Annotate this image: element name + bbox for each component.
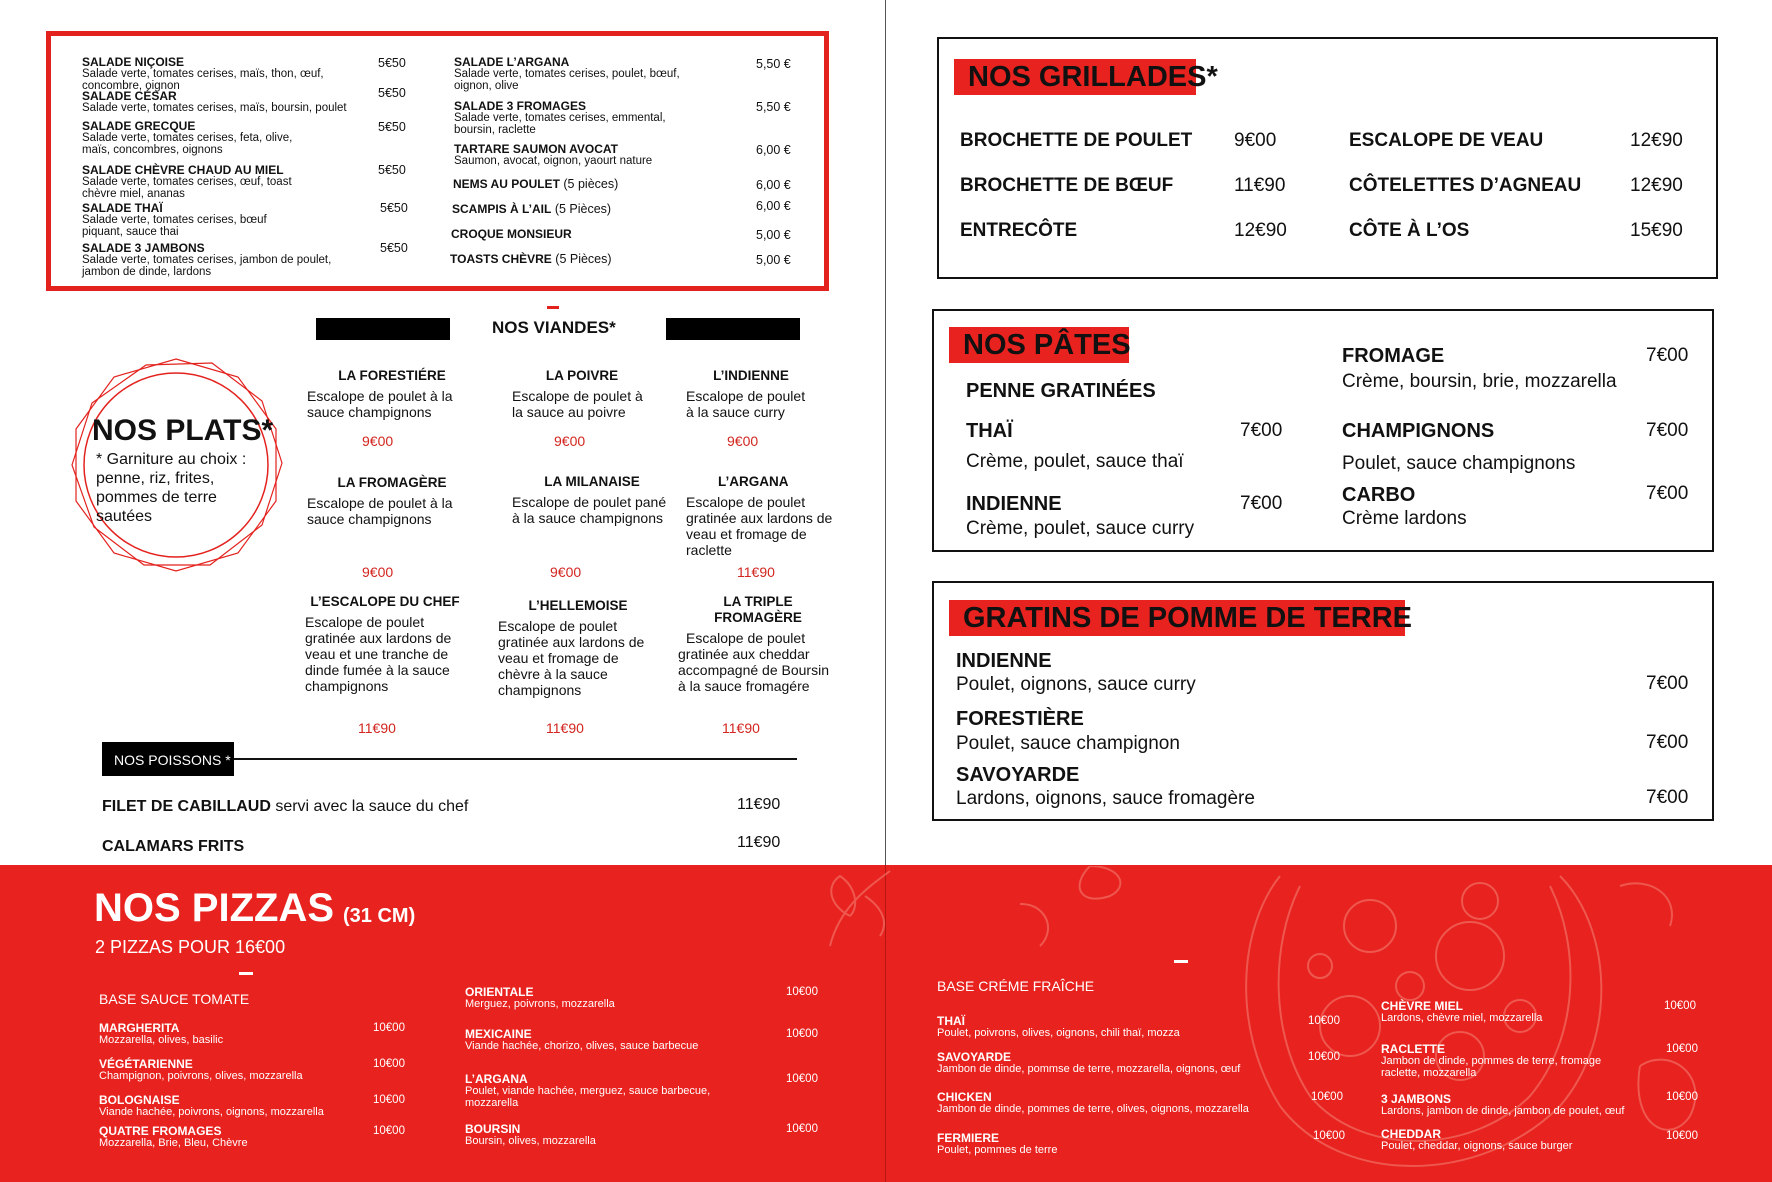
pizza-item xyxy=(99,1094,379,1118)
pizza-price: 10€00 xyxy=(373,1058,405,1070)
viande-item xyxy=(307,475,477,527)
gratin-price: 7€00 xyxy=(1646,787,1689,808)
pizza-price: 10€00 xyxy=(373,1125,405,1137)
pizza-item xyxy=(937,1091,1317,1115)
salade-price: 6,00 € xyxy=(756,178,791,192)
viande-item xyxy=(498,598,658,698)
pizza-price: 10€00 xyxy=(1664,1000,1696,1012)
salade-item xyxy=(454,100,694,136)
pizza-name: CHÈVRE MIEL xyxy=(1381,999,1464,1013)
pate-desc: Crème, poulet, sauce curry xyxy=(966,518,1195,539)
salade-name: SALADE GRECQUE xyxy=(82,119,196,133)
pizza-price: 10€00 xyxy=(1313,1130,1345,1142)
grillade-name: ENTRECÔTE xyxy=(960,220,1078,241)
viande-price: 11€90 xyxy=(722,720,760,736)
salade-name: SALADE L’ARGANA xyxy=(454,55,570,69)
salade-item xyxy=(82,120,302,156)
pizza-desc: Viande hachée, chorizo, olives, sauce barbecue xyxy=(465,1040,699,1052)
pizza-name: VÉGÉTARIENNE xyxy=(99,1057,193,1071)
salade-item xyxy=(82,202,282,238)
viande-price: 11€90 xyxy=(737,564,775,580)
pizza-desc: Poulet, cheddar, oignons, sauce burger xyxy=(1381,1140,1573,1152)
pizza-desc: Mozzarella, Brie, Bleu, Chèvre xyxy=(99,1137,248,1149)
pate-price: 7€00 xyxy=(1240,420,1283,441)
salade-item xyxy=(450,253,710,265)
salade-item xyxy=(453,178,713,190)
pizza-desc: Jambon de dinde, pommes de terre, olives, oignons, mozzarella xyxy=(937,1103,1249,1115)
viande-price: 9€00 xyxy=(362,564,394,580)
pizza-price: 10€00 xyxy=(1308,1015,1340,1027)
pizza-name: CHICKEN xyxy=(937,1090,992,1104)
salade-item xyxy=(82,242,372,278)
pizza-desc: Viande hachée, poivrons, oignons, mozzarella xyxy=(99,1106,324,1118)
pizza-item xyxy=(465,1073,765,1109)
gratin-name: SAVOYARDE xyxy=(956,764,1080,786)
viande-name: L’HELLEMOISE xyxy=(528,598,628,613)
salade-desc: Salade verte, tomates cerises, feta, olive, maïs, concombres, oignons xyxy=(82,132,293,156)
salade-item xyxy=(82,164,302,200)
pizza-price: 10€00 xyxy=(373,1022,405,1034)
pate-price: 7€00 xyxy=(1646,345,1689,366)
viande-name: LA FORESTIÉRE xyxy=(338,368,446,383)
salade-desc: Salade verte, tomates cerises, poulet, bœuf, oignon, olive xyxy=(454,68,680,92)
salade-price: 5€50 xyxy=(378,120,406,134)
pizza-desc: Merguez, poivrons, mozzarella xyxy=(465,998,615,1010)
viande-price: 9€00 xyxy=(727,433,759,449)
viande-desc: Escalope de poulet à la sauce au poivre xyxy=(512,388,643,420)
viandes-title: NOS VIANDES* xyxy=(492,318,616,337)
pizza-name: 3 JAMBONS xyxy=(1381,1092,1452,1106)
pizza-name: BOLOGNAISE xyxy=(99,1093,180,1107)
pizza-name: ORIENTALE xyxy=(465,985,534,999)
pizza-price: 10€00 xyxy=(1666,1091,1698,1103)
poissons-rule xyxy=(234,758,797,760)
pizza-name: RACLETTE xyxy=(1381,1042,1445,1056)
viande-price: 11€90 xyxy=(358,720,396,736)
viande-item xyxy=(307,368,477,420)
pizzas-tomate-title: BASE SAUCE TOMATE xyxy=(99,991,250,1007)
gratin-price: 7€00 xyxy=(1646,673,1689,694)
gratin-desc: Lardons, oignons, sauce fromagère xyxy=(956,788,1255,809)
salade-item xyxy=(451,228,711,241)
pate-name: INDIENNE xyxy=(966,493,1062,515)
salade-name: SALADE CHÈVRE CHAUD AU MIEL xyxy=(82,163,284,177)
viande-item xyxy=(678,594,838,694)
pizza-name: L’ARGANA xyxy=(465,1072,528,1086)
pizza-name: BOURSIN xyxy=(465,1122,521,1136)
salade-desc: Salade verte, tomates cerises, jambon de poulet, jambon de dinde, lardons xyxy=(82,254,332,278)
pizza-item xyxy=(465,1123,735,1147)
poisson-price: 11€90 xyxy=(737,796,781,813)
grillade-name: ESCALOPE DE VEAU xyxy=(1349,130,1544,151)
pizza-desc: Poulet, poivrons, olives, oignons, chili thaï, mozza xyxy=(937,1027,1180,1039)
pizza-price: 10€00 xyxy=(1666,1130,1698,1142)
poisson-price: 11€90 xyxy=(737,834,781,851)
pizza-price: 10€00 xyxy=(1666,1043,1698,1055)
pate-desc: Crème, poulet, sauce thaï xyxy=(966,451,1184,472)
salade-desc: Salade verte, tomates cerises, emmental, boursin, raclette xyxy=(454,112,666,136)
salade-price: 5,50 € xyxy=(756,100,791,114)
salade-item xyxy=(454,143,714,167)
pate-price: 7€00 xyxy=(1240,493,1283,514)
pate-price: 7€00 xyxy=(1646,420,1689,441)
pizza-item xyxy=(1381,1000,1661,1024)
salade-name: TARTARE SAUMON AVOCAT xyxy=(454,142,618,156)
pizzas-accent-left xyxy=(239,972,253,975)
viande-name: L’INDIENNE xyxy=(713,368,789,383)
gratins-title: GRATINS DE POMME DE TERRE xyxy=(949,600,1405,636)
salade-price: 5€50 xyxy=(378,86,406,100)
viande-item xyxy=(305,594,465,694)
pizza-item xyxy=(99,1022,379,1046)
pizza-price: 10€00 xyxy=(786,1123,818,1135)
pizza-name: THAÏ xyxy=(937,1014,965,1028)
viande-desc: Escalope de poulet à la sauce champignons xyxy=(307,495,453,527)
pizza-item xyxy=(1381,1093,1681,1117)
pate-name: THAÏ xyxy=(966,420,1013,442)
pizza-desc: Champignon, poivrons, olives, mozzarella xyxy=(99,1070,303,1082)
pizza-name: MEXICAINE xyxy=(465,1027,532,1041)
poissons-title: NOS POISSONS * xyxy=(114,752,231,768)
salade-price: 5,50 € xyxy=(756,57,791,71)
viande-item xyxy=(512,474,672,526)
pizzas-accent-right xyxy=(1174,960,1188,963)
pizzas-offer: 2 PIZZAS POUR 16€00 xyxy=(95,937,286,957)
salade-extra: (5 Pièces) xyxy=(554,202,612,216)
pate-name: CHAMPIGNONS xyxy=(1342,420,1495,442)
viande-desc: Escalope de poulet pané à la sauce champignons xyxy=(512,494,667,526)
salade-name: SCAMPIS À L’AIL xyxy=(452,202,552,216)
viande-item xyxy=(512,368,652,420)
salade-price: 5€50 xyxy=(380,201,408,215)
pate-desc: Crème, boursin, brie, mozzarella xyxy=(1342,371,1617,392)
grillade-name: CÔTE À L’OS xyxy=(1349,220,1470,241)
plats-note: * Garniture au choix : penne, riz, frites, pommes de terre sautées xyxy=(96,451,247,525)
salade-extra: (5 pièces) xyxy=(563,177,619,191)
gratin-price: 7€00 xyxy=(1646,732,1689,753)
grillade-price: 12€90 xyxy=(1630,175,1683,196)
pate-name: FROMAGE xyxy=(1342,345,1445,367)
grillade-price: 15€90 xyxy=(1630,220,1683,241)
pizza-name: QUATRE FROMAGES xyxy=(99,1124,222,1138)
pizza-name: CHEDDAR xyxy=(1381,1127,1441,1141)
salade-item xyxy=(82,56,382,92)
viande-desc: Escalope de poulet gratinée aux cheddar accompagné de Boursin à la sauce fromagére xyxy=(678,630,829,694)
viande-desc: Escalope de poulet gratinée aux lardons de veau et fromage de raclette xyxy=(686,494,833,558)
poisson-item xyxy=(102,798,468,816)
viande-desc: Escalope de poulet à la sauce curry xyxy=(686,388,806,420)
poisson-desc: servi avec la sauce du chef xyxy=(275,798,469,815)
salade-item xyxy=(454,56,694,92)
pizza-price: 10€00 xyxy=(373,1094,405,1106)
gratin-desc: Poulet, oignons, sauce curry xyxy=(956,674,1196,695)
salade-price: 5,00 € xyxy=(756,253,791,267)
viande-name: L’ESCALOPE DU CHEF xyxy=(310,594,460,609)
salade-price: 6,00 € xyxy=(756,199,791,213)
salade-price: 5€50 xyxy=(378,56,406,70)
viande-name: LA POIVRE xyxy=(545,368,619,383)
viande-desc: Escalope de poulet à la sauce champignons xyxy=(307,388,453,420)
viande-name: LA TRIPLE FROMAGÈRE xyxy=(714,594,802,625)
pizza-price: 10€00 xyxy=(786,1028,818,1040)
pizza-price: 10€00 xyxy=(1308,1051,1340,1063)
viande-desc: Escalope de poulet gratinée aux lardons de veau et une tranche de dinde fumée à la sauce champignons xyxy=(305,614,452,694)
basil-leaf-illustration xyxy=(820,866,900,956)
viande-name: LA MILANAISE xyxy=(544,474,640,489)
salade-name: SALADE CÉSAR xyxy=(82,89,177,103)
pizza-desc: Boursin, olives, mozzarella xyxy=(465,1135,596,1147)
salade-desc: Salade verte, tomates cerises, maïs, boursin, poulet xyxy=(82,102,347,114)
gratin-name: FORESTIÈRE xyxy=(956,708,1084,730)
salade-name: SALADE THAÏ xyxy=(82,201,163,215)
pizza-item xyxy=(1381,1043,1641,1079)
viande-item xyxy=(686,474,846,558)
pizza-item xyxy=(99,1058,379,1082)
plats-title: NOS PLATS* xyxy=(92,414,274,447)
pizza-item xyxy=(937,1051,1317,1075)
pizza-desc: Jambon de dinde, pommse de terre, mozzarella, oignons, œuf xyxy=(937,1063,1241,1075)
pate-desc: Crème lardons xyxy=(1342,508,1467,529)
pizza-desc: Lardons, chèvre miel, mozzarella xyxy=(1381,1012,1543,1024)
salade-price: 5€50 xyxy=(378,163,406,177)
salade-name: CROQUE MONSIEUR xyxy=(451,227,572,241)
gratin-name: INDIENNE xyxy=(956,650,1052,672)
pate-name: CARBO xyxy=(1342,484,1416,506)
salade-desc: Salade verte, tomates cerises, maïs, thon, œuf, concombre, oignon xyxy=(82,68,324,92)
salade-price: 5,00 € xyxy=(756,228,791,242)
pizza-price: 10€00 xyxy=(786,1073,818,1085)
viandes-accent xyxy=(547,306,559,309)
pizza-price: 10€00 xyxy=(1311,1091,1343,1103)
salade-price: 6,00 € xyxy=(756,143,791,157)
viande-item xyxy=(686,368,816,420)
pates-title: NOS PÂTES xyxy=(949,327,1129,363)
pates-intro: PENNE GRATINÉES xyxy=(966,380,1156,402)
pizza-item xyxy=(937,1015,1317,1039)
pate-desc: Poulet, sauce champignons xyxy=(1342,453,1576,474)
grillade-name: CÔTELETTES D’AGNEAU xyxy=(1349,175,1582,196)
pizza-item xyxy=(99,1125,379,1149)
pizza-item xyxy=(465,986,735,1010)
pizza-name: SAVOYARDE xyxy=(937,1050,1012,1064)
viande-price: 9€00 xyxy=(550,564,582,580)
pizza-desc: Mozzarella, olives, basilic xyxy=(99,1034,224,1046)
salade-price: 5€50 xyxy=(380,241,408,255)
viande-desc: Escalope de poulet gratinée aux lardons de veau et fromage de chèvre à la sauce champignons xyxy=(498,618,645,698)
poisson-name: CALAMARS FRITS xyxy=(102,838,245,855)
pizzas-size: (31 CM) xyxy=(343,905,416,927)
pizza-desc: Poulet, pommes de terre xyxy=(937,1144,1058,1156)
grillade-name: BROCHETTE DE BŒUF xyxy=(960,175,1174,196)
salade-name: TOASTS CHÈVRE xyxy=(450,252,552,266)
pizza-desc: Poulet, viande hachée, merguez, sauce barbecue, mozzarella xyxy=(465,1085,711,1109)
salade-name: SALADE 3 JAMBONS xyxy=(82,241,205,255)
salade-extra: (5 Pièces) xyxy=(555,252,612,266)
pizza-desc: Lardons, jambon de dinde, jambon de poulet, œuf xyxy=(1381,1105,1625,1117)
pizza-name: MARGHERITA xyxy=(99,1021,180,1035)
viande-name: L’ARGANA xyxy=(718,474,789,489)
grillade-price: 12€90 xyxy=(1630,130,1683,151)
pizza-item xyxy=(465,1028,735,1052)
salade-desc: Salade verte, tomates cerises, bœuf piquant, sauce thai xyxy=(82,214,267,238)
gratin-desc: Poulet, sauce champignon xyxy=(956,733,1180,754)
salade-name: NEMS AU POULET xyxy=(453,177,560,191)
grillades-title: NOS GRILLADES* xyxy=(954,59,1196,95)
viande-price: 9€00 xyxy=(362,433,394,449)
viandes-bar-right xyxy=(666,318,800,340)
salade-name: SALADE 3 FROMAGES xyxy=(454,99,587,113)
grillade-price: 11€90 xyxy=(1234,175,1286,196)
pizza-price: 10€00 xyxy=(786,986,818,998)
poisson-name: FILET DE CABILLAUD xyxy=(102,798,271,815)
salade-name: SALADE NIÇOISE xyxy=(82,55,185,69)
grillade-price: 12€90 xyxy=(1234,220,1287,241)
salade-desc: Saumon, avocat, oignon, yaourt nature xyxy=(454,155,653,167)
viande-name: LA FROMAGÈRE xyxy=(337,475,447,490)
salade-desc: Salade verte, tomates cerises, œuf, toast chèvre miel, ananas xyxy=(82,176,292,200)
viandes-bar-left xyxy=(316,318,450,340)
grillade-name: BROCHETTE DE POULET xyxy=(960,130,1193,151)
grillade-price: 9€00 xyxy=(1234,130,1277,151)
pizzas-title: NOS PIZZAS xyxy=(94,886,335,930)
salade-item xyxy=(82,90,382,114)
salade-item xyxy=(452,203,712,215)
pizza-item xyxy=(937,1132,1317,1156)
viande-price: 9€00 xyxy=(554,433,586,449)
pizza-desc: Jambon de dinde, pommes de terre, fromage raclette, mozzarella xyxy=(1381,1055,1602,1079)
pizzas-creme-title: BASE CRÉME FRAÎCHE xyxy=(937,978,1095,994)
pate-price: 7€00 xyxy=(1646,483,1689,504)
viande-price: 11€90 xyxy=(546,720,584,736)
pizza-name: FERMIERE xyxy=(937,1131,1000,1145)
pizza-item xyxy=(1381,1128,1661,1152)
